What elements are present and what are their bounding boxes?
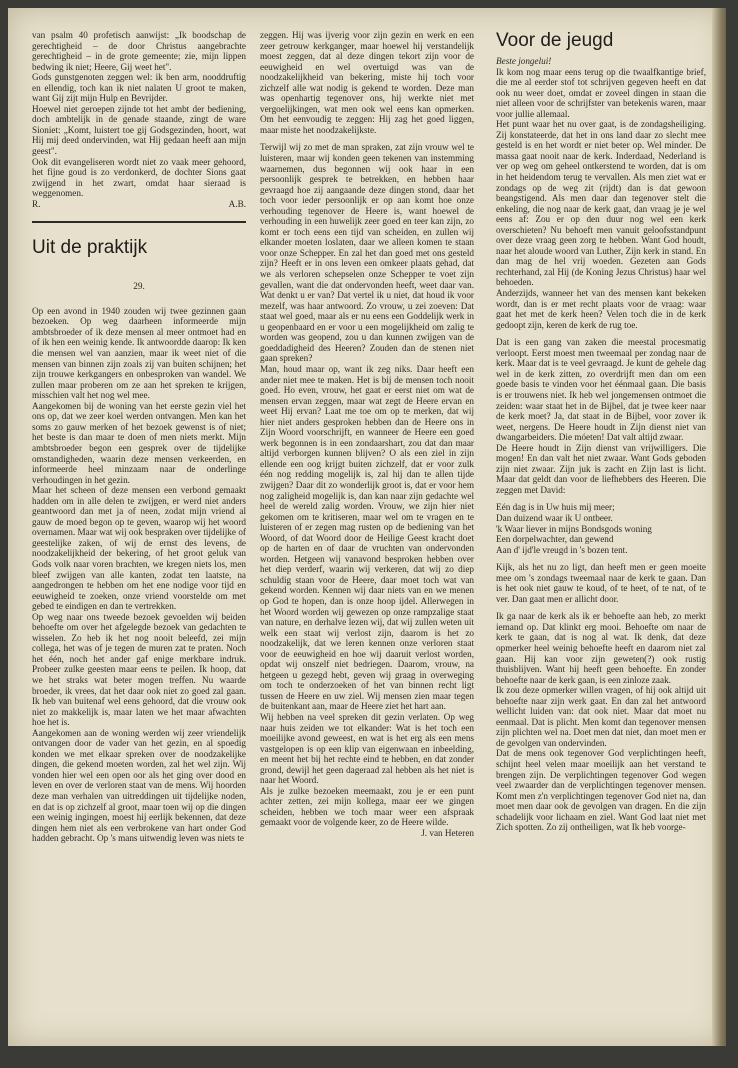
paragraph: Als je zulke bezoeken meemaakt, zou je er een punt achter zetten, zei mijn kollega, maar eer we gingen scheiden, hebben we toch maar weer een afspraak gemaakt voor de volgende keer, zo de Heere wilde. xyxy=(260,785,474,828)
signature-right: A.B. xyxy=(228,198,246,209)
paragraph-gap xyxy=(496,555,706,562)
paragraph-gap xyxy=(496,495,706,502)
paragraph: zeggen. Hij was ijverig voor zijn gezin en werk en een zeer getrouw kerkganger, maar hoewel hij verstandelijk moest zeggen, dat al deze dingen tekort zijn voor de eeuwigheid en wel overtuigd was van de noodzakelijkheid van bekering, miste hij toch voor zichzelf alle wat nodig is gekend te worden. Deze man was openhartig tegenover ons, hij werkte niet met vergoelijkingen, wat men ook wel eens kan opmerken. Om het eenvoudig te zeggen: Hij zag het goed liggen, maar miste het noodzakelijkste. xyxy=(260,30,474,135)
paragraph: Ik kom nog maar eens terug op die twaalfkantige brief, die me al eerder stof tot schrijven gegeven heeft en dat ook nu weer doet, omdat er zoveel dingen in staan die niet alleen voor de schrijfster van betekenis waren, maar voor jullie allemaal. xyxy=(496,66,706,119)
poem-line: Aan d' ijd'le vreugd in 's bozen tent. xyxy=(496,544,628,555)
paragraph: Ik zou deze opmerker willen vragen, of hij ook altijd uit behoefte naar zijn werk gaat. En dan zal het antwoord wellicht luiden van: dat ook niet. Maar dat moet nu eenmaal. Dat is plicht. Men komt dan tegenover mensen zijn plichten wel na. Doet men dat niet, dan moet men er de gevolgen van ondervinden. xyxy=(496,685,706,748)
section-title-voor-de-jeugd: Voor de jeugd xyxy=(496,30,614,51)
signature xyxy=(32,199,246,210)
column-left xyxy=(32,30,246,844)
paragraph: van psalm 40 profetisch aanwijst: „Ik boodschap de gerechtigheid – de door Christus aangebrachte gerechtigheid – in de grote gemeente; zie, mijn lippen bedwing ik niet; Heere, Gij weet het". xyxy=(32,30,246,72)
paragraph: De Heere houdt in Zijn dienst van vrijwilligers. Die mogen! En dan valt het niet zwaar. Want Gods geboden zijn niet zwaar. Zijn juk is zacht en Zijn last is licht. Maar dat geldt dan voor de liefhebbers des Heeren. Die zeggen met David: xyxy=(496,442,706,495)
paragraph: Dat is een gang van zaken die meestal procesmatig verloopt. Eerst moest men tweemaal per zondag naar de kerk. Maar dat is te veel gevraagd. Je kunt de gehele dag wel in de kerk zitten, zo overdrijft men dan om een goede basis te vinden voor het éénmaal gaan. Die basis is er trouwens niet. Ik heb wel jongemensen ontmoet die zeiden: waar staat het in de Bijbel, dat je twee keer naar de kerk moet? Ja, dat staat in de Bijbel, voor zover ik weet, nergens. De Heere houdt in Zijn dienst niet van dwangarbeiders. Die móeten! Dat valt altijd zwaar. xyxy=(496,337,706,443)
paragraph: Wij hebben na veel spreken dit gezin verlaten. Op weg naar huis zeiden we tot elkander: Wat is het toch een moeilijke avond geweest, en wat is het erg als een mens vastgelopen is op een klip van eigenwaan en inbeelding, en meent het bij het rechte eind te hebben, en dat zonder grond, dewijl het geen dageraad zal hebben als het niet is naar het Woord. xyxy=(260,712,474,786)
intro-text xyxy=(32,30,246,199)
section-divider xyxy=(32,221,246,223)
paragraph-gap xyxy=(496,330,706,337)
paragraph: Gods gunstgenoten zeggen wel: ik ben arm, nooddruftig en ellendig, toch kan ik niet nalaten U groot te maken, want Gij zijt mijn Hulp en Bevrijder. xyxy=(32,72,246,104)
paragraph-gap xyxy=(260,135,474,142)
paragraph: Aangekomen aan de woning werden wij zeer vriendelijk ontvangen door de vader van het gezin, en al spoedig konden we met elkaar spreken over de noodzakelijke dingen, die gekend moeten worden, zal het wel zijn. Wij vonden hier wel een open oor als het ging over dood en leven en over de verloren staat van de mens. Wij hoorden deze man verhalen van uitreddingen uit tijdelijke noden, en dat is op zichzelf al groot, maar toen wij op die dingen een weinig ingingen, moest hij eerlijk bekennen, dat deze dingen hem niet als een verbrokene van hart onder God hadden gebracht. Op 's mans uitwendig leven was niets te xyxy=(32,727,246,844)
paragraph: Kijk, als het nu zo ligt, dan heeft men er geen moeite mee om 's zondags tweemaal naar de kerk te gaan. Dan is het ook niet gauw te koud, of te heet, of te nat, of te ver. Dan gaat men er allicht door. xyxy=(496,562,706,604)
magazine-page xyxy=(8,8,726,1046)
article-body xyxy=(32,306,246,844)
article-author: J. van Heteren xyxy=(421,828,474,839)
paragraph: Ook dit evangeliseren wordt niet zo vaak meer gehoord, het fijne goud is zo verdonkerd, de dochter Sions gaat zwijgend in het zwart, omdat haar sieraad is weggenomen. xyxy=(32,156,246,199)
signature-left: R. xyxy=(32,198,41,209)
poem-line: Een dorpelwachter, dan gewend xyxy=(496,534,614,545)
poem-line: Eén dag is in Uw huis mij meer; xyxy=(496,502,615,513)
paragraph: Man, houd maar op, want ik zeg niks. Daar heeft een ander niet mee te maken. Het is bij de mensen toch nooit goed. Ho even, vrouw, het gaat er eerst niet om wat de mensen ervan zeggen, maar wat zegt de Heere ervan en weet Hij ervan? Laat me toe om op te merken, dat wij hier niet anders gesproken hebben dan de Heere ons in Zijn Woord voorschrijft, en wanneer de Heere een goed werk begonnen is in een zondaarshart, zou dat dan maar altijd verborgen kunnen blijven? O als een ziel in zijn ellende een oog krijgt buiten zichzelf, dat er voor zulk één nog redding mogelijk is, zal hij dan te allen tijde zwijgen? Daar dit zo wonderlijk groot is, dat er voor hem nog zaligheid mogelijk is, dan kan naar zijn gedachte wel heel de wereld zalig worden. Vrouw, we zijn hier niet gekomen om te kritiseren, maar wel om te vragen en te luisteren of er zegen mag rusten op de bediening van het Woord, of dat Woord door de Heilige Geest kracht doet op de harten en of daar de vruchten van ondervonden worden. Hetgeen wij vanavond besproken hebben over het diep verderf, waarin wij verkeren, dat wij zo diep schuldig staan voor de Heere, daar moet toch wat van gekend worden. Kennen wij daar niets van en we menen op God te hopen, dan is onze hoop ijdel. Allerwegen in het Woord worden wij gewezen op onze rampzalige staat van nature, en derhalve lezen wij, dat wij zullen weten uit welk een staat wij verlost zijn, daarom is het zo noodzakelijk, dat we leren kennen onze verloren staat voor de eeuwigheid en hoe wij daaruit verlost worden, opdat wij onszelf niet bedriegen. Daarom, vrouw, na hetgeen u gezegd hebt, geven wij graag in overweging om toch te onderzoeken of het van binnen recht ligt tussen de Heere en uw ziel. Wij mensen zien maar tegen de buitenkant aan, maar de Heere ziet het hart aan. xyxy=(260,363,474,712)
paragraph: Aangekomen bij de woning van het eerste gezin viel het ons op, dat we zeer koel werden ontvangen. Men kan het soms zo gauw merken of het bezoek gewenst is of niet; het beste is dan maar te doen of men niets merkt. Mijn ambtsbroeder begon een gesprek over de tijdelijke omstandigheden, waarin deze mensen verkeerden, en informeerde heel minzaam naar de onderlinge verhoudingen in het gezin. xyxy=(32,400,246,485)
column-right xyxy=(496,30,706,833)
paragraph: Maar het scheen of deze mensen een verbond gemaakt hadden om in alle delen te zwijgen, er werd niet anders geantwoord dan met ja of neen, zodat mijn vriend al gauw de moed begon op te geven, waarop wij het woord overnamen. Maar wat wij ook bespraken over tijdelijke of geestelijke zaken, of wij de ernst des levens, de noodzakelijkheid der bekering, of het groot geluk van Gods volk naar voren brachten, we kregen niets los, men bleef zwijgen van alle kanten, zodat ten laatste, na aangedrongen te hebben om het ene nodige voor tijd en eeuwigheid te zoeken, onze vriend voorstelde om met gebed te eindigen en dan te vertrekken. xyxy=(32,485,246,612)
paragraph: Dat de mens ook tegenover God verplichtingen heeft, schijnt heel velen maar moeilijk aan het verstand te brengen zijn. De verplichtingen tegenover God wegen veel zwaarder dan de verplichtingen tegenover mensen. Komt men z'n verplichtingen tegenover God niet na, dan moet men daar ook de gevolgen van dragen. En die zijn schadelijk voor lichaam en ziel. Want God laat niet met Zich spotten. Zo zij ontheiligen, wat Ik heb voorge- xyxy=(496,748,706,833)
paragraph: Terwijl wij zo met de man spraken, zat zijn vrouw wel te luisteren, maar wij konden geen tekenen van instemming waarnemen, dus begonnen wij ook haar in een persoonlijk gesprek te betrekken, en hebben haar gevraagd hoe zij aangaande deze dingen stond, daar het toch voor ieder persoonlijk er op aan komt hoe onze verhouding tegenover de Heere is, want hoewel de verhouding in een huwelijk zeer goed en teer kan zijn, zo komt er toch eens een tijd van scheiden, en zullen wij elkander moeten loslaten, daar we alleen komen te staan voor onze Schepper. En zal het dan goed met ons gesteld zijn? Heeft er in ons leven een omkeer plaats gehad, dat we als verloren schepselen onze Schepper te voet zijn gevallen, want die dat ondervonden heeft, weet daar van. Wat denkt u er van? Dat vertel ik u niet, dat houd ik voor mezelf, was haar antwoord. Zo vrouw, u zei zoeven: Dat staat wel goed, maar als er nu eens een Goddelijk werk in u geopenbaard en er voor u een mogelijkheid om zalig te worden was geopend, zou u dan kunnen zwijgen van de goeddadigheid des Heeren? Zouden dan de stenen niet gaan spreken? xyxy=(260,142,474,364)
poem xyxy=(496,502,706,555)
section-number: 29. xyxy=(133,281,145,292)
paragraph: Op weg naar ons tweede bezoek gevoelden wij beiden behoefte om over het afgelegde bezoek van gedachten te wisselen. Zo heb ik het nog nooit beleefd, zei mijn collega, het was of je tegen de muren zat te praten. Noch het één, noch het ander gaf enige merkbare indruk. Probeer zulke geesten maar eens te peilen. Ik hoop, dat we het straks wat beter mogen treffen. Nu waarde broeder, ik vrees, dat het daar ook niet zo goed zal gaan. Ik heb van buitenaf wel eens gehoord, dat die vrouw ook niet zo makkelijk is, maar laten we het maar afwachten hoe het is. xyxy=(32,611,246,728)
paragraph: Ik ga naar de kerk als ik er behoefte aan heb, zo merkt iemand op. Dat klinkt erg mooi. Behoefte om naar de kerk te gaan, dat is nog al wat. Ik denk, dat deze opmerker heel weinig behoefte heeft en daarom niet zal gaan. Hij kan voor zijn geweten(?) ook rustig thuisblijven. Want hij heeft geen behoefte. En zonder behoefte naar de kerk gaan, is een zinloze zaak. xyxy=(496,611,706,685)
paragraph-gap xyxy=(496,604,706,611)
poem-line: Dan duizend waar ik U ontbeer. xyxy=(496,512,613,523)
salutation: Beste jongelui! xyxy=(496,56,552,66)
page-binding-edge xyxy=(712,8,726,1046)
paragraph: Het punt waar het nu over gaat, is de zondagsheiliging. Zij konstateerde, dat het in ons land daar zo slecht mee gesteld is en het wordt er niet beter op. Wel minder. De massa gaat nooit naar de kerk. Inderdaad, Nederland is ver op weg om geheel ontkerstend te worden, dat is om in het heidendom terug te vervallen. Als men ziet wat er zondags op de weg zit (rijdt) dan is dat gewoon beangstigend. Als men daar dan tegenover stelt die enkeling, die nog naar de kerk gaat, dan vraag je je wel eens af: Zou er op den duur nog wel een kerk overschieten? Nu behoeft men vanuit geloofsstandpunt over deze vraag geen zorg te hebben. Want God houdt, naar het aloude woord van Luther, Zijn kerk in stand. En dan mag de hel vrij woeden. Gezeten aan Gods rechterhand, zal Hij (de Koning Jezus Christus) haar wel behoeden. xyxy=(496,119,706,288)
paragraph: Hoewel niet geroepen zijnde tot het ambt der bediening, doch ambtelijk in de genade staande, zingt de ware Sioniet: „Komt, luistert toe gij Godsgezinden, hoort, wat Hij mij deed ondervinden, wat Hij gedaan heeft aan mijn geest". xyxy=(32,103,246,157)
paragraph: Op een avond in 1940 zouden wij twee gezinnen gaan bezoeken. Op weg daarheen informeerde mijn ambtsbroeder of ik deze mensen al meer ontmoet had en of ik hen een weinig kende. Ik antwoordde daarop: Ik ken die mensen wel van aanzien, maar ik weet niet of die mensen van binnen zijn zoals zij van buiten schijnen; het zijn trouwe kerkgangers en onbesproken van wandel. We zullen maar proberen om ze aan het spreken te krijgen, misschien valt het nog wel mee. xyxy=(32,305,246,401)
paragraph: Anderzijds, wanneer het van des mensen kant bekeken wordt, dan is er met recht plaats voor de vraag: waar gaat het met de kerk heen? Velen toch die in de kerk gedoopt zijn, keren de kerk de rug toe. xyxy=(496,288,706,330)
section-title-uit-de-praktijk: Uit de praktijk xyxy=(32,237,148,259)
column-middle xyxy=(260,30,474,839)
poem-line: 'k Waar liever in mijns Bondsgods woning xyxy=(496,523,652,534)
